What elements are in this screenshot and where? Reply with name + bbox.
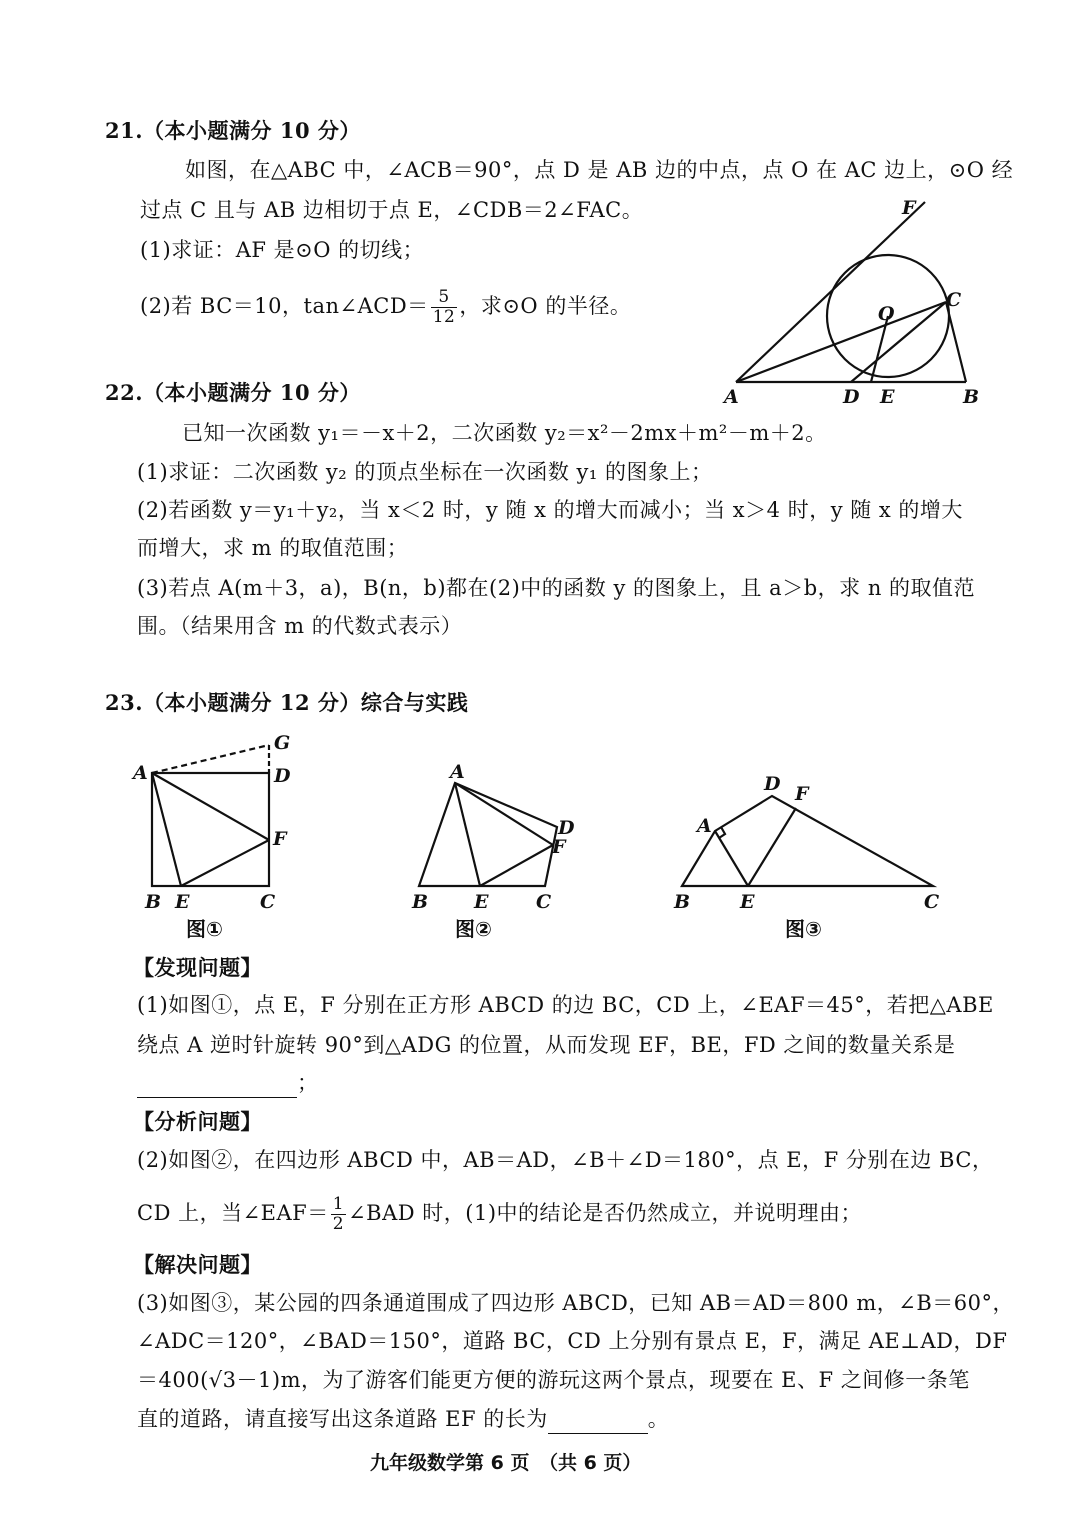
q23-part3-line1: (3)如图③，某公园的四条通道围成了四边形 ABCD，已知 AB＝AD＝800 m，∠B＝60°， [137, 1291, 1015, 1315]
q23-part2-line1: (2)如图②，在四边形 ABCD 中，AB＝AD，∠B＋∠D＝180°，点 E，F 分别在边 BC， [137, 1148, 994, 1172]
q23-part1-line2: 绕点 A 逆时针旋转 90°到△ADG 的位置，从而发现 EF，BE，FD 之间的数量关系是 [137, 1033, 956, 1057]
q23-part3-line4-b: 。 [647, 1407, 670, 1431]
fig3-line-ef [748, 808, 796, 886]
fig3-label-d: D [764, 773, 781, 795]
fig3-label-f: F [795, 783, 809, 805]
q21-label-a: A [724, 386, 739, 408]
fig3-quad-abcd [682, 796, 933, 886]
q21-label-o: O [878, 303, 895, 325]
q21-fraction-den: 12 [432, 307, 456, 327]
q21-fraction-num: 5 [431, 288, 458, 308]
q23-title: 23.（本小题满分 12 分）综合与实践 [105, 690, 469, 715]
q22-part3-line2: 围。（结果用含 m 的代数式表示） [137, 614, 463, 638]
fig2-label-d: D [558, 817, 575, 839]
q21-part1: (1)求证：AF 是⊙O 的切线； [140, 238, 425, 262]
fig3-label-b: B [674, 891, 691, 913]
q23-part3-line3: ＝400(√3－1)m，为了游客们能更方便的游玩这两个景点，现要在 E、F 之间修一条笔 [137, 1368, 970, 1392]
q23-part2-line2 [137, 1193, 862, 1234]
fig1-caption: 图① [186, 917, 223, 941]
fig1-label-c: C [260, 891, 276, 913]
q21-part2-text-a: (2)若 BC＝10，tan∠ACD＝ [140, 294, 429, 318]
fig3-label-a: A [697, 815, 712, 837]
q22-part2-line2: 而增大，求 m 的取值范围； [137, 536, 409, 560]
fig1-label-b: B [145, 891, 162, 913]
q21-label-b: B [963, 386, 980, 408]
q23-answer-blank-1[interactable] [137, 1075, 297, 1098]
q22-intro: 已知一次函数 y₁＝－x＋2，二次函数 y₂＝x²－2mx＋m²－m＋2。 [182, 421, 827, 445]
fig2-label-b: B [412, 891, 429, 913]
fig3-caption: 图③ [785, 917, 822, 941]
q23-part3-line4-a: 直的道路，请直接写出这条道路 EF 的长为 [137, 1407, 548, 1431]
fig3-label-e: E [740, 891, 755, 913]
q23-fraction-num: 1 [332, 1194, 345, 1214]
q21-intro-line1: 如图，在△ABC 中，∠ACB＝90°，点 D 是 AB 边的中点，点 O 在 AC 边上，⊙O 经 [185, 158, 1014, 182]
q23-fraction-den: 2 [332, 1214, 345, 1234]
fig1-label-d: D [274, 765, 291, 787]
fig1-label-g: G [274, 732, 291, 754]
q21-intro-line2: 过点 C 且与 AB 边相切于点 E，∠CDB＝2∠FAC。 [140, 198, 644, 222]
fig3-line-ae [715, 831, 748, 886]
q23-part1-line3 [137, 1068, 319, 1098]
q23-part3-line4 [137, 1404, 669, 1434]
fig2-label-e: E [474, 891, 489, 913]
q22-title: 22.（本小题满分 10 分） [105, 380, 361, 405]
q23-part2-line2-b: ∠BAD 时，(1)中的结论是否仍然成立，并说明理由； [348, 1201, 863, 1225]
q21-title: 21.（本小题满分 10 分） [105, 118, 361, 143]
fig2-label-f: F [552, 836, 566, 858]
fig1-label-f: F [273, 828, 287, 850]
fig2-label-a: A [450, 761, 465, 783]
q23-part3-line2: ∠ADC＝120°，∠BAD＝150°，道路 BC，CD 上分别有景点 E，F，满足 AE⊥AD，DF [137, 1329, 1008, 1353]
q21-part2-text-b: ，求⊙O 的半径。 [459, 294, 632, 318]
fig2-caption: 图② [455, 917, 492, 941]
q22-part3-line1: (3)若点 A(m＋3，a)，B(n，b)都在(2)中的函数 y 的图象上，且 a＞b，求 n 的取值范 [137, 576, 976, 600]
q23-part1-line3-end: ； [297, 1071, 319, 1095]
q23-part1-line1: (1)如图①，点 E，F 分别在正方形 ABCD 的边 BC，CD 上，∠EAF＝45°，若把△ABE [137, 993, 994, 1017]
q21-label-f: F [902, 197, 916, 219]
fig2-label-c: C [536, 891, 552, 913]
q22-part1: (1)求证：二次函数 y₂ 的顶点坐标在一次函数 y₁ 的图象上； [137, 460, 713, 484]
q23-fraction [331, 1195, 346, 1234]
q23-answer-blank-2[interactable] [548, 1411, 648, 1434]
q23-part2-line2-a: CD 上，当∠EAF＝ [137, 1201, 329, 1225]
fig1-label-e: E [175, 891, 190, 913]
q23-heading-solve: 【解决问题】 [133, 1252, 262, 1277]
q21-label-e: E [880, 386, 895, 408]
q21-label-d: D [843, 386, 860, 408]
page-footer: 九年级数学第 6 页 （共 6 页） [370, 1452, 642, 1474]
q23-heading-analyze: 【分析问题】 [133, 1109, 262, 1134]
q21-label-c: C [946, 289, 962, 311]
fig1-label-a: A [133, 762, 148, 784]
fig3-label-c: C [924, 891, 940, 913]
q23-heading-discover: 【发现问题】 [133, 955, 262, 980]
q22-part2-line1: (2)若函数 y＝y₁＋y₂，当 x＜2 时，y 随 x 的增大而减小；当 x＞4 时，y 随 x 的增大 [137, 498, 963, 522]
